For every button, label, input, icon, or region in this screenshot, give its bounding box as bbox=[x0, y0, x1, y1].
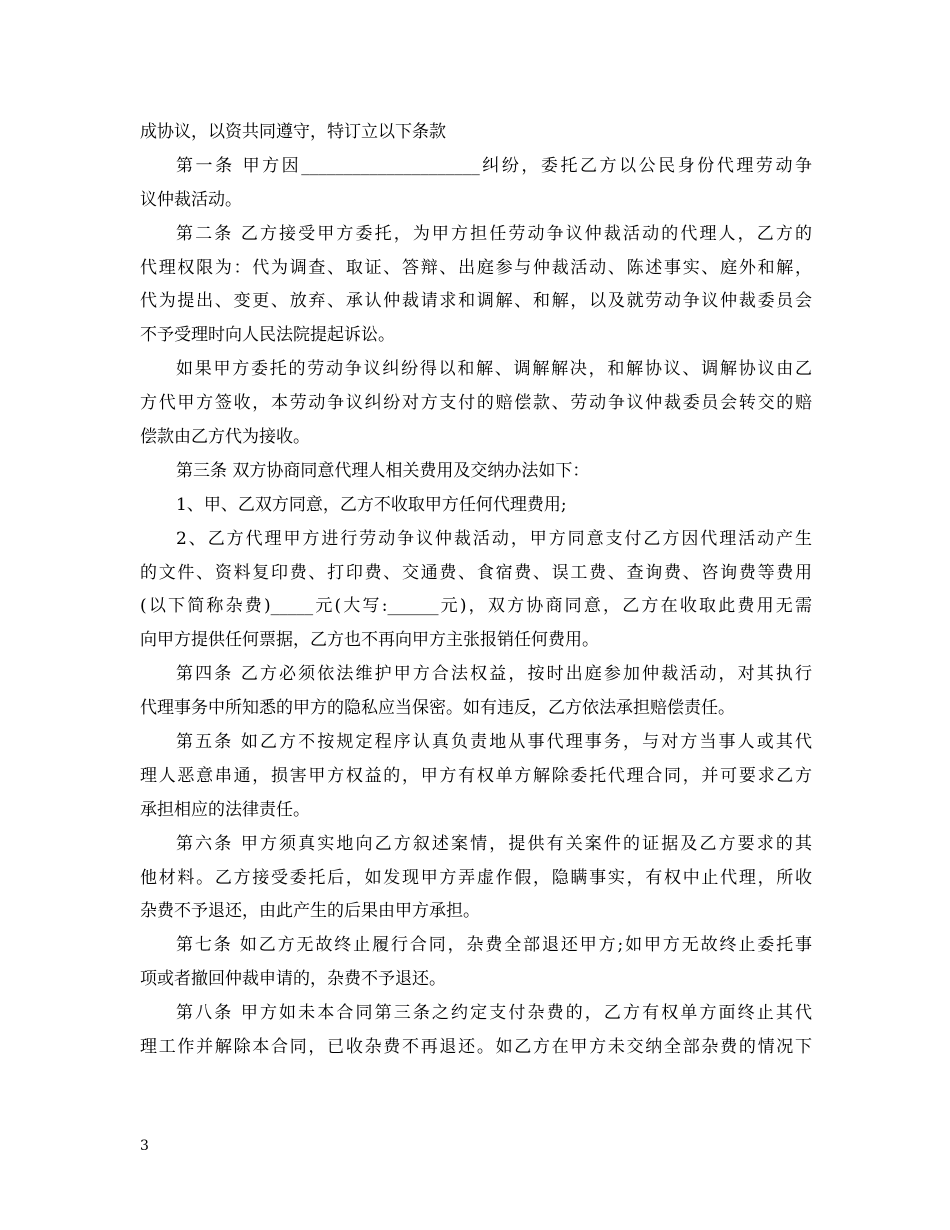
text-line: 承担相应的法律责任。 bbox=[140, 799, 310, 820]
text-line: 向甲方提供任何票据，乙方也不再向甲方主张报销任何费用。 bbox=[140, 630, 599, 651]
text-line: 第六条 甲方须真实地向乙方叙述案情，提供有关案件的证据及乙方要求的其 bbox=[176, 833, 812, 854]
page-number: 3 bbox=[140, 1138, 149, 1154]
text-line: 第三条 双方协商同意代理人相关费用及交纳办法如下： bbox=[176, 460, 590, 481]
text-line: 代为提出、变更、放弃、承认仲裁请求和调解、和解，以及就劳动争议仲裁委员会 bbox=[140, 291, 812, 312]
document-body bbox=[140, 116, 812, 1065]
text-line: 2、乙方代理甲方进行劳动争议仲裁活动，甲方同意支付乙方因代理活动产生 bbox=[176, 528, 812, 549]
text-line: 第四条 乙方必须依法维护甲方合法权益，按时出庭参加仲裁活动，对其执行 bbox=[176, 664, 812, 685]
text-line: 第七条 如乙方无故终止履行合同，杂费全部退还甲方;如甲方无故终止委托事 bbox=[176, 935, 812, 956]
text-line: 不予受理时向人民法院提起诉讼。 bbox=[140, 325, 395, 346]
text-line: 理工作并解除本合同，已收杂费不再退还。如乙方在甲方未交纳全部杂费的情况下 bbox=[140, 1037, 812, 1058]
text-line: 议仲裁活动。 bbox=[140, 189, 242, 210]
text-line: 偿款由乙方代为接收。 bbox=[140, 427, 310, 448]
text-line: 理人恶意串通，损害甲方权益的，甲方有权单方解除委托代理合同，并可要求乙方 bbox=[140, 765, 812, 786]
text-line: 如果甲方委托的劳动争议纠纷得以和解、调解解决，和解协议、调解协议由乙 bbox=[176, 359, 812, 380]
text-line: 他材料。乙方接受委托后，如发现甲方弄虚作假，隐瞒事实，有权中止代理，所收 bbox=[140, 867, 812, 888]
text-line: 成协议，以资共同遵守，特订立以下条款 bbox=[140, 122, 446, 142]
text-line: 第八条 甲方如未本合同第三条之约定支付杂费的，乙方有权单方面终止其代 bbox=[176, 1003, 812, 1024]
text-line: 第一条 甲方因_____________________纠纷，委托乙方以公民身份代理劳动争 bbox=[176, 155, 812, 176]
text-line: 代理事务中所知悉的甲方的隐私应当保密。如有违反，乙方依法承担赔偿责任。 bbox=[140, 698, 735, 719]
text-line: 代理权限为：代为调查、取证、答辩、出庭参与仲裁活动、陈述事实、庭外和解， bbox=[140, 257, 812, 278]
text-line: 项或者撤回仲裁申请的，杂费不予退还。 bbox=[140, 969, 446, 990]
text-line: 第二条 乙方接受甲方委托，为甲方担任劳动争议仲裁活动的代理人，乙方的 bbox=[176, 223, 812, 244]
text-line: 1、甲、乙双方同意，乙方不收取甲方任何代理费用; bbox=[176, 494, 567, 515]
text-line: 方代甲方签收，本劳动争议纠纷对方支付的赔偿款、劳动争议仲裁委员会转交的赔 bbox=[140, 393, 812, 414]
text-line: (以下简称杂费)_____元(大写:______元)，双方协商同意，乙方在收取此费用无需 bbox=[140, 596, 812, 617]
text-line: 第五条 如乙方不按规定程序认真负责地从事代理事务，与对方当事人或其代 bbox=[176, 732, 812, 753]
text-line: 杂费不予退还，由此产生的后果由甲方承担。 bbox=[140, 901, 480, 922]
text-line: 的文件、资料复印费、打印费、交通费、食宿费、误工费、查询费、咨询费等费用 bbox=[140, 562, 812, 583]
